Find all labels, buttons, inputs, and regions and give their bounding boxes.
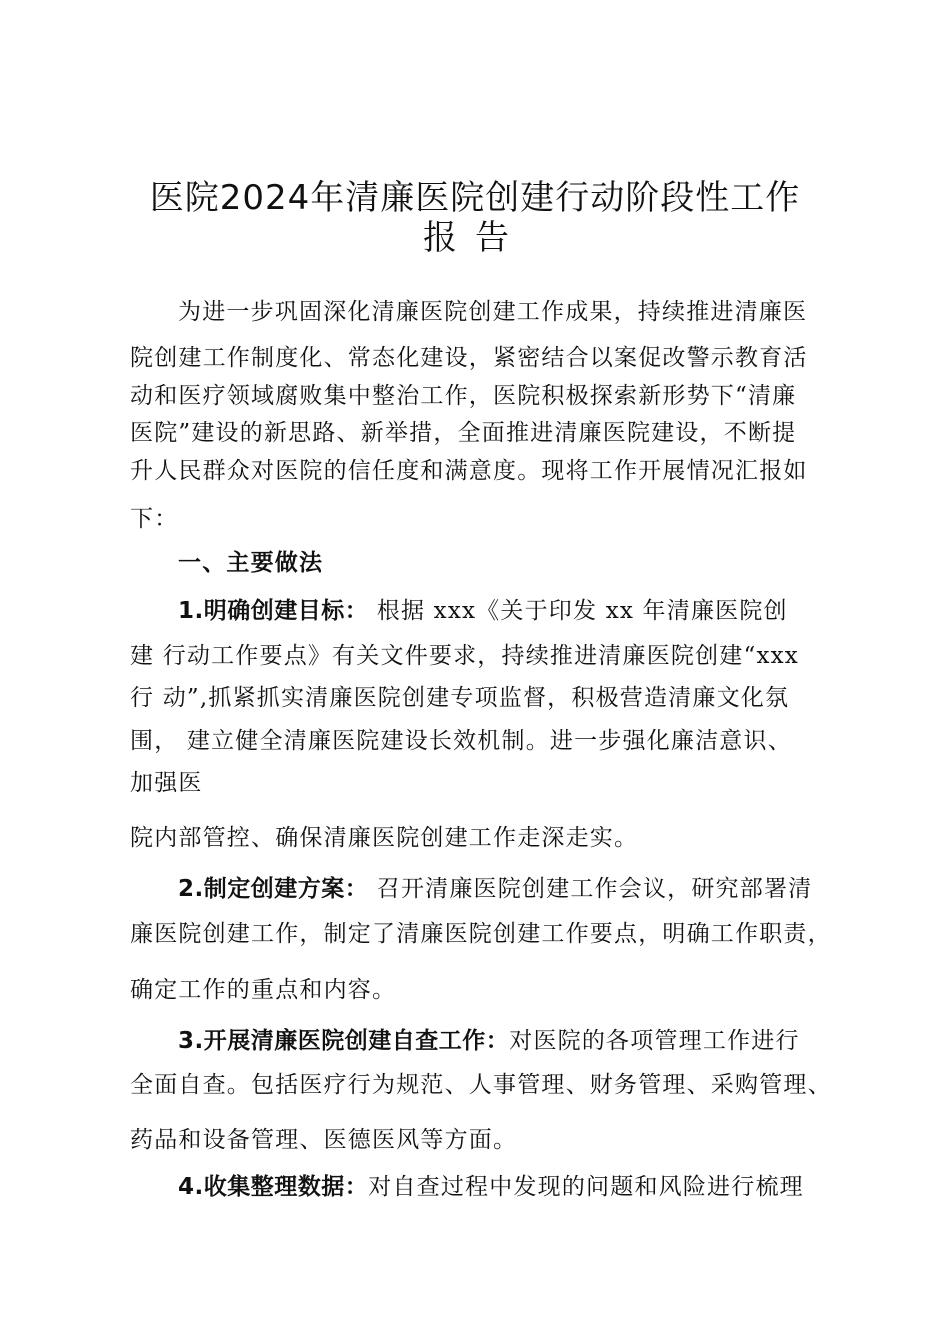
item-1-text: 根据 xxx《关于印发 xx 年清廉医院创 xyxy=(368,598,788,624)
item-1-line: 围， 建立健全清廉医院建设长效机制。进一步强化廉洁意识、 xyxy=(130,728,792,754)
item-4-text: 对自查过程中发现的问题和风险进行梳理 xyxy=(368,1174,804,1200)
intro-line: 升人民群众对医院的信任度和满意度。现将工作开展情况汇报如 xyxy=(130,458,808,484)
item-2-paragraph xyxy=(178,874,830,904)
item-2-label: 2.制定创建方案： xyxy=(178,876,369,902)
item-3-text: 对医院的各项管理工作进行 xyxy=(509,1028,800,1054)
item-1-paragraph xyxy=(178,596,830,626)
item-4-paragraph xyxy=(178,1172,830,1202)
document-title-line2: 报告 xyxy=(423,218,527,258)
item-1-line: 建 行动工作要点》有关文件要求，持续推进清廉医院创建“xxx xyxy=(130,643,799,669)
item-3-paragraph xyxy=(178,1026,830,1056)
document-title-line1: 医院2024年清廉医院创建行动阶段性工作 xyxy=(149,178,801,218)
item-1-line: 院内部管控、确保清廉医院创建工作走深走实。 xyxy=(130,825,639,851)
intro-line: 为进一步巩固深化清廉医院创建工作成果，持续推进清廉医 xyxy=(178,299,808,325)
item-2-text: 召开清廉医院创建工作会议，研究部署清 xyxy=(368,876,813,902)
section-heading: 一、主要做法 xyxy=(178,550,324,576)
item-3-label: 3.开展清廉医院创建自查工作： xyxy=(178,1028,510,1054)
intro-line: 院创建工作制度化、常态化建设，紧密结合以案促改警示教育活 xyxy=(130,345,808,371)
intro-line: 动和医疗领域腐败集中整治工作，医院积极探索新形势下“清廉 xyxy=(130,383,797,409)
item-2-line: 廉医院创建工作，制定了清廉医院创建工作要点，明确工作职责， xyxy=(130,921,832,947)
item-1-line: 加强医 xyxy=(130,770,203,796)
item-4-label: 4.收集整理数据： xyxy=(178,1174,369,1200)
item-1-line: 行 动”,抓紧抓实清廉医院创建专项监督，积极营造清廉文化氛 xyxy=(130,685,790,711)
item-3-line: 全面自查。包括医疗行为规范、人事管理、财务管理、采购管理、 xyxy=(130,1072,832,1098)
item-1-label: 1.明确创建目标： xyxy=(178,598,369,624)
item-3-line: 药品和设备管理、医德医风等方面。 xyxy=(130,1127,518,1153)
intro-line: 下： xyxy=(130,506,179,532)
item-2-line: 确定工作的重点和内容。 xyxy=(130,977,397,1003)
intro-line: 医院”建设的新思路、新举措，全面推进清廉医院建设，不断提 xyxy=(130,420,797,446)
